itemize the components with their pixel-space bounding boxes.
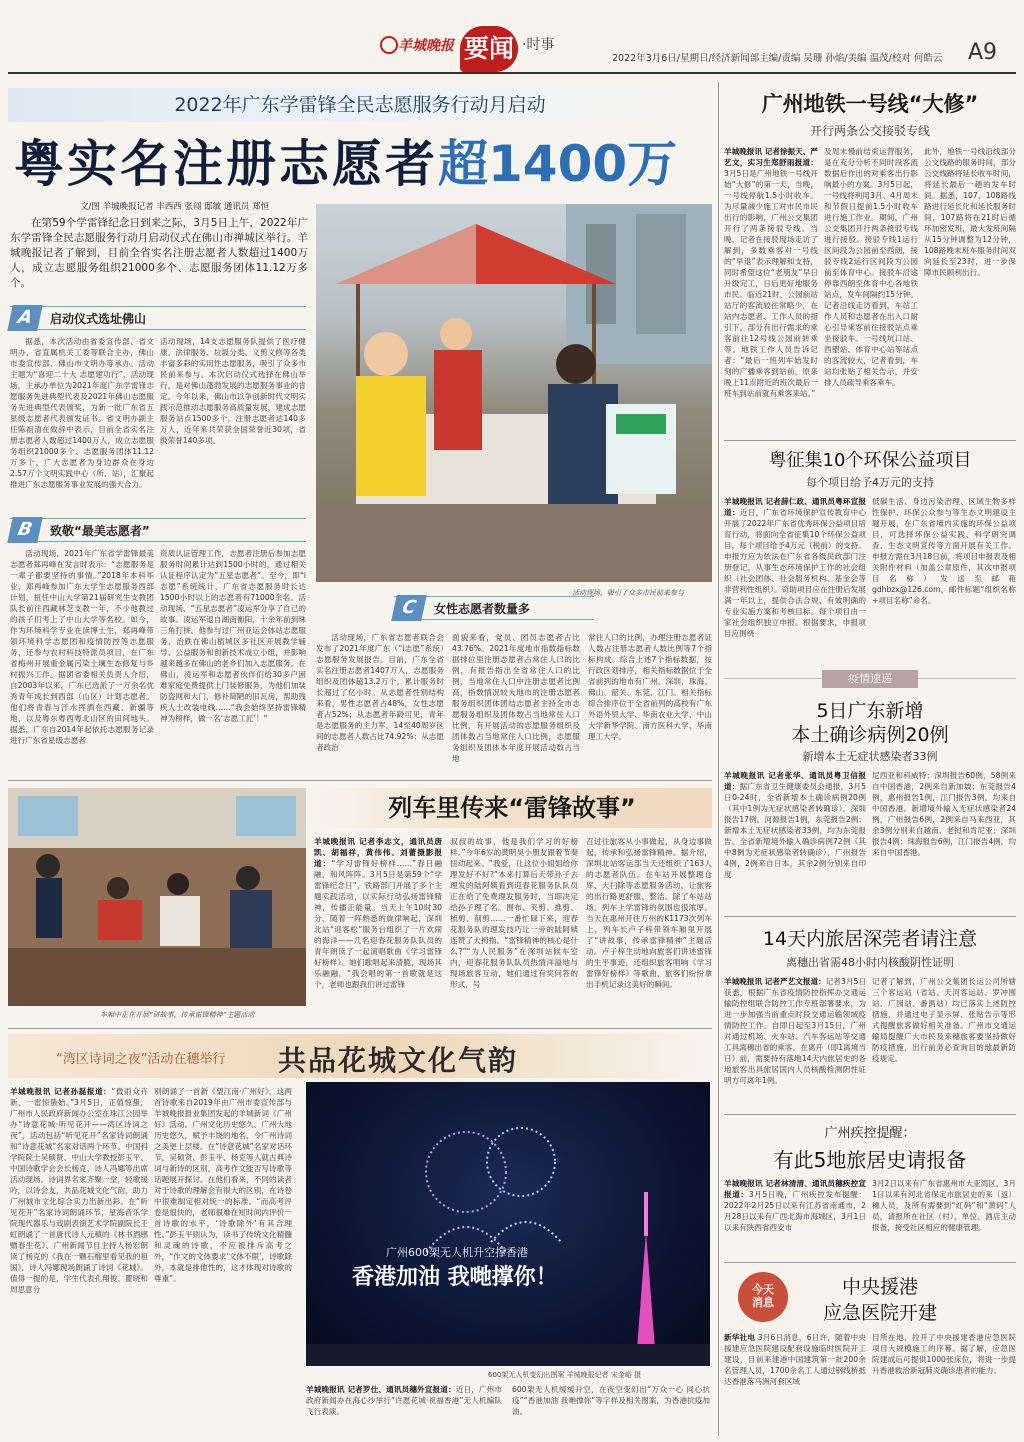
train-col3: 召过往旅客从小事做起，从身边事做起，传承和弘扬雷锋精神。据介绍，深圳北站客运部当天还组织了163人的志愿者队伍，在车站开展整理仓库、大扫除等志愿服务活动，让旅客的出行路更舒服、整洁。除了车站站场，列车上学雷锋的氛围也很浓厚。当天在惠州开往万州的K1173次列车上，列车长卢子梓带领车厢里开展了“讲故事，传承雷锋精神”主题活动。卢子梓生动地向旅客们讲述雷锋的生平事迹，还组织旅客唱响《学习雷锋好榜样》等歌曲，旅客们纷纷拿出手机记录这美好的瞬间。	[586, 837, 712, 989]
metro-col3: 此外，地铁一号线沿线部分公交线路的服务时间，部分公交线路将延长收车时间，将延长最后一趟的发车时间。据悉，107、108路线路进行延长化和延长服务时间，107路将在21时后循环加密发班，最大发班间隔从15分钟调整为12分钟，108路晚末班车服务时间双向延长至23时，进一步保障市民顺利出行。	[924, 147, 1016, 277]
section-b-title: 致敬“最美志愿者”	[50, 524, 150, 538]
history-col1	[724, 1178, 866, 1254]
page-number: A9	[968, 40, 998, 65]
lead-photo-caption: 活动现场，吸引了众多市民前来参与	[572, 589, 684, 597]
drone-col1-text: 近日，广州市政府新闻办在海心沙举行“许愿花城·祝福香港”无人机编队飞行表演。	[306, 1385, 502, 1416]
covid-col2: 尼西亚和科威特；深圳报告60例，58例来自中国香港，2例来自新加坡；东莞报告4例，惠州报告1例，江门报告3例，均来自中国香港。新增境外输入无症状感染者24例，广州报告6例，2例来自马来西亚，其余3例分别来自越南、老挝和肯尼亚；深圳报告4例；珠海报告6例，江门报告4例，均来自中国香港。	[872, 771, 1016, 857]
history-kicker: 广州疾控提醒：	[824, 1126, 916, 1141]
history-headline: 有此5地旅居史请报备	[773, 1148, 967, 1172]
section-a-header	[10, 306, 306, 330]
history-col2: 3月2日以来有广东省惠州市大亚湾区，3月1日以来有河北省保定市旅居史的来（返）穗人员，及所有需要到“红码”和“黄码”人员，请报所在社区（村）、单位、酒店主动报备，接受社区相应的健康管理。	[872, 1179, 1016, 1232]
lead-headline-main: 粤实名注册志愿者	[14, 135, 438, 193]
section-a-col1: 据悉，本次活动由省委宣传部、省文明办、省直属机关工委等联合主办，佛山市委宣传部、佛山市文明办等承办。活动主题为“喜迎二十大 志愿建功行”，活动现场，主承办单位为2021年度广东学雷锋志愿服务先进典型代表及2021年佛山志愿服务先进典型代表颁奖，为新一批广东省五星级志愿者代表颁发证书。省文明办副主任陈祖清在致辞中表示，目前全省实名注册志愿者人数超过1400万人，成立志愿服务组织21000多个、志愿服务团体11.12万多个，广大志愿者为身边群众在身边2.57万个文明实践中心（所、站），汇聚起推进广东志愿服务事业发展的强大合力。	[10, 337, 154, 489]
metro-col1-text: 3月5日是广州地铁一号线开始“大修”的第一天，当晚，一号线停航1.5小时收车。为尽量减少施工对市民市民出行的影响，广州公交集团开行了两条接驳专线。当晚，记者在接驳现场走访了解到，多数乘客对一号线的“早退”表示理解和支持，同时希望这位“老朋友”早日升级完工，日后更好地服务市民。临近21时，公园前站站厅的客流较往常略少，在站内志愿者、工作人员的指引下，部分有出行需求的乘客前往12号线公园前转乘等。地铁工作人员告诉记者：“最后一班列车始发时刻的广播乘客到站前，原来晚上11点附近的班次最后一班车到站前就有乘客来站。”	[724, 169, 818, 398]
covid-subhead: 新增本土无症状感染者33例	[802, 750, 938, 763]
train-col1-text: “学习雷锋好榜样……”春日融融，和风阵阵。3月5日是第59个“学雷锋纪念日”，铁路部门开展了多个主题实践活动，以实际行动弘扬雷锋精神，传播正能量。当天上午10时30分，随着一阵熟悉的旋律响起，深圳北站“迎客松”服务台组织了一片欢闹的海洋——几名迎春花服务队队员的青年朗读了一起演唱歌曲《学习雷锋好榜样》。她们歌唱起来清脆，现场其乐融融，“我会唱的第一首歌就是这个，老师也跟我们讲过雷锋	[314, 859, 442, 989]
lead-byline: 文/图 羊城晚报记者 丰西西 张闯 邸敏 通讯员 郑恒	[80, 202, 270, 212]
covid-col1	[724, 770, 866, 908]
covid-headline2: 本土确诊病例20例	[791, 724, 949, 746]
section-name: 要闻	[463, 34, 514, 63]
column-divider	[718, 82, 719, 1436]
train-col2: 叔叔的故事，他是我们学习的好榜样。”今年6岁的黄明昊小朋友跟着节奏扭动起来。“我爱，让这位小姐姐给你理发好不好?”本来打算后天带孙子去理发的陆阿姨看到迎春花服务队队员正在给了免费理发服务时，当即决定给孙子理了名。围布、夹剪、推剪、梳剪、削剪……一番忙碌下来，迎春花服务队的理发技巧让一旁的陆阿姨连赞了大拇指。“雷锋精神的核心是什么?”“为人民服务”在深圳站候车室内，迎春花服务队队员热情洋溢地与现场旅客互动，她们通过有奖问答的形式，号	[450, 837, 578, 989]
section-a-letter: A	[7, 305, 43, 331]
metro-byline: 羊城晚报讯 记者徐振天、严艺文，实习生郑舒雨报道：	[724, 147, 818, 167]
lead-headline	[14, 124, 714, 193]
culture-col1-text: “微雨众卉新，一雷惊蛰始。”3月5日，正值惊蛰，广州市人民政府新闻办公室在珠江公园举办“诗意花城·听见花开——湾区诗词之夜”，活动包括“听见花开”名家诗词朗诵和“诗意花城”名家对话两个环节。中国科学院院士吴硕贤、中山大学教授彭玉平、中国诗歌学会会长杨克、诗人冯娜等出席活动现场。诗词界名家齐聚一堂，轻歌缓吟，以诗会友，共品花城文化气韵，助力广州城市文化综合实力出新出彩。在“听见花开”名家诗词朗诵环节，星海音乐学院现代器乐与戏剧表演艺术学院副院长王虹朗诵了一首唐代诗人元稹的《林书酒感赠春生花》、广州新闻节目主持人杨宏朗读了杨克的《我在一颗石榴里看见我的祖国》，诗人冯娜现场朗诵了诗词《花城》。值得一提的是，学生代表孔翔俊、瞿晓和周思意分	[10, 1087, 148, 1294]
culture-col2: 别朗诵了一首新《望江南·广州好》，这两首诗歌来自2019年由广州市委宣传部与羊城晚报报业集团发起的羊城新词《广州好》活动。广州文化历史悠久、广州大地历史悠久，赋予丰饶的地名，令广州诗词之美更上层楼。在“诗意花城”名家对话环节，吴硕贤、彭玉平、杨克等人就古典诗词与新诗的区别，高考作文能否写诗歌等话题展开探讨。在他们看来，不同的读者对于诗歌的理解会有很大的区别，在诗卷中很难制定相对统一的标准。“而高考评卷是很快的，老师很难在短时间内评价一首诗歌的水平，‘诗歌除外’有其合理性。”彭玉平则认为，读书了传统文化精髓和灵魂的诗歌，不应被排斥高考之外，“作文的文体要求‘文体不限’，诗歌除外，本就是排他性的，这才体现对诗歌的尊重”。	[154, 1087, 292, 1283]
culture-headline: 共品花城文化气韵	[278, 1044, 519, 1077]
section-c-col1: 活动现场，广东省志愿者联合会发布了2021年度广东（“i志愿”系统）志愿服务发展报告。目前，广东全省实名注册志愿者1407万人，志愿服务组织及团体超13.2万个，累计服务时长超过了亿小时。从志愿者性别结构来看，男性志愿者占48%，女性志愿者占52%；从志愿者年龄可见，青年是志愿服务的主力军，14至40周岁区间的志愿者人数占比74.92%；从志愿者政治	[316, 633, 444, 752]
drone-photo	[306, 1082, 710, 1366]
travel-col1	[724, 976, 866, 1108]
section-c-letter: C	[391, 595, 427, 621]
culture-headline-bar	[8, 1034, 712, 1078]
hk-col1-text: 3月6日消息，6日许，随着中央援建应急医院建设配套设施临时医院开工建设，目前来建港中国建筑第一批200余名管理人员，1700余名工人通过钢线桥抵达香港落马洲河套区域	[724, 1333, 866, 1386]
travel-byline: 羊城晚报讯 记者严艺文报道：	[724, 977, 826, 986]
section-badge	[460, 26, 518, 72]
drone-col2: 600架无人机缓缓升空，在夜空变幻出“万众一心 同心抗疫”“香港加油 我哋撑你”等字样及相关图案，为香港抗疫加油。	[512, 1385, 710, 1416]
eco-col2: 低碳生活、身边污染治理、区域生物多样性保护、环保公众参与等生态文明建设主题开展，在广东省境内实施的环保公益项目，可选择环保公益实践、科学研究调查、生态文明宣传等方面开展有关工作。申报方需在3月18日前，将项目申报表及相关附件材料（加盖公章原件，其次申报项目名称）发送至邮箱gdhbzx@126.com，邮件标题“组织名称+项目名称”命名。	[872, 497, 1016, 605]
train-photo-scene	[8, 788, 306, 1006]
travel-col2: 记者了解到，广州公交集团长运公司所辖三个客运站（省站、天河客运站、罗冲围站、广园站、番禺站）均已落实上述防控措施，并通过电子显示屏、张贴告示等形式提醒旅客做好相关准备。广州市交通运输局提醒广大市民及来穗旅客要坚持做好防疫措施，出行前务必查询目的地最新防疫规定。	[872, 977, 1016, 1063]
lead-photo-scene	[316, 204, 712, 582]
travel-bottom-rule	[724, 1114, 1016, 1115]
drone-caption: 600架无人机变幻出图案 羊城晚报记者 宋金峪 摄	[488, 1371, 642, 1379]
subsection-name: ·时事	[522, 37, 555, 53]
section-b-letter: B	[7, 517, 43, 543]
travel-col1-text: 记者3月5日获悉，根据广东省疫情防控指挥办交通运输防控组联合防控工作专班部署要求，为进一步加强当前重点时段交通运输领域疫情防控工作，自即日起至3月15日，广州对通过机场、火车站、汽车客运站等交通工具离穗出省的乘客，在离开（即1离境当日）前，需要持有落地14天内旅居史的各地旅客出具旅居国内人员核酸检测阴性证明方可离年1例。	[724, 977, 866, 1085]
hk-badge	[738, 1272, 788, 1322]
train-photo-caption: 车厢中正在开展“讲故事，传承雷锋精神”主题活动	[100, 1011, 255, 1019]
train-headline: 列车里传来“雷锋故事”	[388, 794, 636, 822]
drone-photo-scene	[306, 1082, 710, 1366]
train-bottom-rule	[8, 1028, 712, 1029]
train-photo	[8, 788, 306, 1006]
travel-headline: 14天内旅居深莞者请注意	[762, 928, 978, 950]
covid-headline1: 5日广东新增	[816, 700, 924, 722]
dateline: 2022年3月6日/星期日/经济新闻部主编/责编 吴珊 孙焰/美编 温茂/校对 何皓云	[612, 53, 943, 64]
eco-col1	[724, 496, 866, 660]
drone-text: 广州600架无人机升空撑香港	[386, 1246, 528, 1259]
metro-bottom-rule	[724, 440, 1016, 441]
hk-byline: 新华社电	[724, 1333, 756, 1342]
hk-headline2: 应急医院开建	[822, 1302, 937, 1324]
metro-col1	[724, 146, 818, 432]
travel-subhead: 离穗出省需48小时内核酸阴性证明	[786, 956, 954, 969]
train-col1	[314, 836, 442, 1022]
section-b-col1: 活动现场，2021年广东省学雷锋最美志愿者郑再峰在发言时表示：“志愿服务是一辈子都要坚持的事情。”2018年本科毕业，郑再峰参加广东大学生志愿服务西部计划，扭任中山大学第21届研究生支教团队长前往西藏林芝支教一年，不少他教过的孩子们考上了中山大学等名校。如今，作为环境科学专业在读博士生，郑再峰带领环境科学志愿团和疫情防控等志愿服务，还参与农村科技特派员项目，在广东省梅州开展重金属污染土壤生态修复与乡村振兴工作。据团省委相关负责人介绍，自2003年以来，广东已选派了一万余名优秀青年成长到西部（山区）计划志愿者。他们将青春与汗水挥洒在西藏、新疆等地，以及粤东粤西粤北山区的田间地头。据悉，广东自2014年起依托志愿服务记录进行广东省星级志愿者	[10, 549, 154, 745]
masthead-rule	[8, 72, 1016, 74]
section-c-title: 女性志愿者数量多	[434, 602, 531, 616]
drone-col1	[306, 1384, 502, 1438]
covid-col1-text: 据广东省卫生健康委员会通报，3月5日0-24时，全省新增本土确诊病例20例（其中1例为无症状感染者转确诊），深圳报告17例，河源报告1例，东莞报告2例；新增本土无症状感染者33例，均为东莞报告。全省新增境外输入确诊病例72例（其中8例为无症状感染者转确诊），广州报告4例，2例来自日本，其余2例分别来自印度	[724, 782, 866, 879]
section-a-title: 启动仪式选址佛山	[50, 312, 147, 326]
lead-headline-accent: 超1400万	[438, 135, 678, 193]
lead-intro: 在第59个学雷锋纪念日到来之际，3月5日上午，2022年广东学雷锋全民志愿服务行动月启动仪式在佛山市禅城区举行。羊城晚报记者了解到，目前全省实名注册志愿者人数超过1400万人，成立志愿服务组织21000多个、志愿服务团体11.12万多个。	[10, 217, 308, 289]
lead-bottom-rule	[8, 780, 712, 781]
paper-name: 羊城晚报	[398, 38, 454, 54]
section-b-header	[10, 518, 306, 542]
drone-byline: 羊城晚报讯 记者罗仕、通讯员穗外宣报道：	[306, 1385, 456, 1394]
history-col1-text: 3月5日晚，广州疾控发布提醒：2022年2月25日以来有江苏省南通市，2月28日以来有广西北海市海城区，3月1日以来有陕西省西安市	[724, 1190, 866, 1232]
eco-subhead: 每个项目给予4万元的支持	[806, 476, 934, 489]
train-byline: 羊城晚报讯 记者李志文，通讯员唐凯、胡福祥，黄伟伟、刘蕾摄影报道：	[314, 837, 442, 868]
section-c-col2: 面貌来看，党员、团员志愿者占比43.76%。2021年度地市指数指标数据排位里注册志愿者占常住人口的比例，有报告指出全省常住人口的比例，当地常住人口中注册志愿者比例高，指数情况较大地市的注册志愿者服务组织团体团结志愿者主持全市志愿服务组织及团体数占当地常住人口比例，有开展活动的志愿服务组织及团体数占当地常住人口比例，志愿服务组织及团体本年度开展活动数占当地	[452, 633, 580, 763]
culture-kicker: “湾区诗词之夜”活动在穗举行	[56, 1052, 226, 1067]
eco-headline: 粤征集10个环保公益项目	[768, 450, 972, 471]
hk-badge-line1: 今天	[752, 1283, 774, 1296]
train-headline-bar	[312, 788, 712, 828]
metro-col2: 及周末慢前结束运营服务，是在充分分析不同时段客流数据后作出的对乘客出行影响最小的方案。3月5日起，一号线将利用3月、4月周末和节假日提前1.5小时收车进行施工作业。期间，广州公交集团开行两条接驳专线进行接驳。接驳专线1运行区间段为公园前至西朗，接驳专线2运行区间段为公园前至体育中心。接驳车沿途停靠西朗至体育中心各地铁站点，发车间隔约15分钟。记者沿线走访看到，车站工作人员和志愿者在出入口耐心引导乘客前往接驳站点乘坐接驳车。一号线坑口站、西塱站、体育中心站等站点的客流较大，记者看到，车站均张贴了相关告示，并安排人员疏导乘客乘车。	[824, 147, 918, 387]
hk-col2: 目所在地，拉开了中央援建香港应急医院项目大规模施工的序幕。据了解，应急医院建成后可提供1000张床位，将进一步提升香港救治新冠肺炎确诊患者的能力。	[872, 1333, 1016, 1375]
metro-headline: 广州地铁一号线“大修”	[761, 92, 979, 116]
paper-logo	[380, 36, 398, 54]
lead-kicker-bar	[8, 88, 712, 122]
metro-subhead: 开行两条公交接驳专线	[809, 124, 930, 138]
covid-byline: 羊城晚报讯 记者张华、通讯员粤卫信报道：	[724, 771, 866, 791]
culture-byline: 羊城晚报讯 记者孙磊报道：	[10, 1087, 112, 1096]
section-b-col2: 资质认证管理工作，志愿者注册后参加志愿服务时间累计达到1500小时的，通过相关认证程序认定为“五星志愿者”。至今，即“i志愿”系统统计，广东省志愿服务时长达1500小时以上的志愿者有71000余名。活动现场，“五星志愿者”凌运军分享了自己的故事。凌运军退自湖南衡阳，十余年前到珠三角打拼。他参与过广州亚运会体站志愿服务，治跌在佛山植城区多社区开展教学辅导、公益服务和创新技术成立小组，并影响越来越多在佛山的老乡们加入志愿服务。在佛山，凌运军和志愿者伙伴们给30多户困难家庭免费提供上门装修服务，为他们加装防盗网和大门，修补简陋的旧瓦房，帮助残疾人士改装电线……“我会始终坚持雷锋精神为榜样，做一名‘志愿工匠’！”	[160, 549, 306, 723]
section-c-header	[394, 596, 594, 620]
hk-col1	[724, 1332, 866, 1436]
eco-col1-text: 近日，广东省环境保护宣传教育中心开展了2022年广东省优秀环保公益项目培育行动，将面向全省征集10个环保公益项目，每个项目给予4万元（税前）的支持。申报方应为依法在广东省各级民政部门注册登记，从事生态环境保护工作的社会组织（社会团体、社会服务机构、基金会等非营利性组织）。资助项目应在注册后发展满一年以上，提供合法合规、有效明确的专业实施方案和考核目标。每个项目由一家社会组织独立申报。根据要求，申报项目应围绕	[724, 508, 866, 638]
section-c-col3: 常住人口的比例，办理注册志愿者证人数占注册志愿者人数比例等7个指标构成。综合上述7个指标数据，按行政区划排序，相关指标数据位于全省前列的地市有广州、深圳、珠海、佛山、韶关、东莞、江门。相关指标综合排序位于全省前列的高校有广东外语外贸大学、华南农业大学、中山大学新华学院、南方医科大学、华南理工大学。	[588, 633, 712, 741]
covid-tag: 疫情速递	[822, 670, 918, 688]
history-bottom-rule	[724, 1262, 1016, 1263]
covid-bottom-rule	[724, 916, 1016, 917]
lead-kicker: 2022年广东学雷锋全民志愿服务行动月启动	[174, 94, 546, 116]
drone-slogan: 香港加油 我哋撑你！	[352, 1265, 558, 1290]
hk-headline1: 中央援港	[841, 1276, 918, 1298]
history-byline: 羊城晚报讯 记者林清清、通讯员穗疾控宣报道：	[724, 1179, 866, 1199]
eco-byline: 羊城晚报讯 记者薛仁政、通讯员粤环宣报道：	[724, 497, 866, 517]
section-a-col2: 活动现场，14支志愿服务队提供了医疗健康、法律服务、垃圾分类、义剪义修等各类丰富多彩的实用性志愿服务，吸引了众多市民前来参与。本次启动仪式选择在佛山举行，是对佛山蓬勃发展的志愿服务事业的肯定。今年以来，佛山市以争创新时代文明实践示范推动志愿服务高质量发展，建成志愿服务站点1500多个，注册志愿者达140多万人，近年来共荣获全国荣誉近30项，省级荣誉140多项。	[160, 337, 306, 445]
masthead	[0, 0, 1024, 82]
culture-col1	[10, 1086, 148, 1432]
hk-badge-line2: 消息	[752, 1296, 774, 1309]
lead-photo	[316, 204, 712, 582]
